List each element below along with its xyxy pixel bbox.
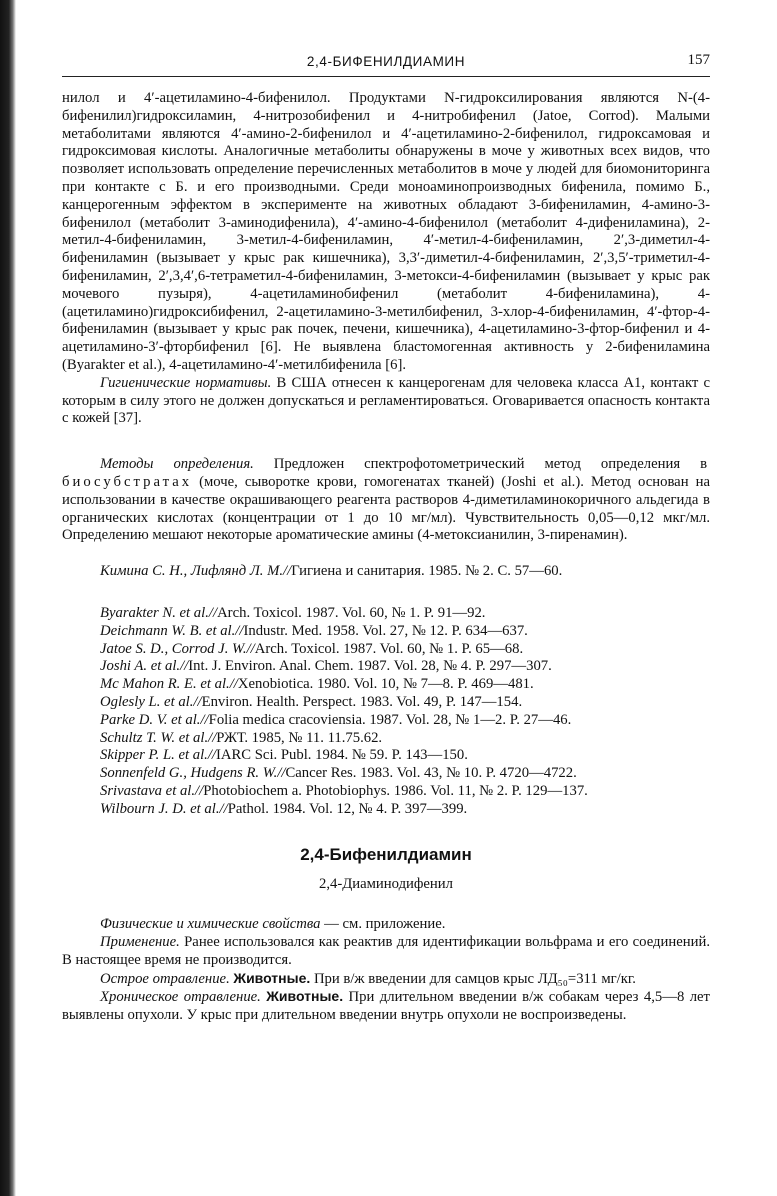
- paragraph-metabolites: нилол и 4′-ацетиламино-4-бифенилол. Продуктами N-гидроксилирования являются N-(4-бифенилил)гидроксиламин, 4-нитрозобифенил и 4-нитробифенил (Jatoe, Corrod). Малыми метаболитами являются 4′-амино-2-бифенилол и 4′-ацетиламино-2-бифенилол, гидроксамовая и гидроксимовая кислоты. Аналогичные метаболиты обнаружены в моче у животных всех видов, что позволяет использовать определение перечисленных метаболитов в моче у людей для биомониторинга при контакте с Б. и его производными. Среди моноаминопроизводных бифенила, помимо Б., канцерогенным эффектом в эксперименте на животных обладают 3-бифениламин, 4-амино-3-бифенилол (метаболит 3-аминодифенила), 4′-амино-4-бифенилол (метаболит 4-дифениламина), 2-метил-4-бифениламин, 3-метил-4-бифениламин, 4′-метил-4-бифениламин, 2′,3-диметил-4-бифениламин (вызывает у крыс рак кишечника), 3,3′-диметил-4-бифениламин, 2′,3,5′-триметил-4-бифениламин, 2′,3,4′,6-тетраметил-4-бифениламин, 3-метокси-4-бифениламин (вызывает у крыс рак мочевого пузыря), 4-ацетиламинобифенил (метаболит 4-бифениламина), 4-(ацетиламино)гидроксибифенил, 2-ацетиламино-3-метилбифенил, 3-хлор-4-бифениламин, 4′-фтор-4-бифениламин (вызывает у крыс рак почек, печени, кишечника), 4-ацетиламино-3-фтор-бифенил и 4-ацетиламино-3′-фторбифенил [6]. Не выявлена бластомогенная активность у 2-бифениламина (Byarakter et al.), 4-ацетиламино-4′-метилбифенила [6].: [62, 90, 710, 373]
- reference-item: [62, 783, 710, 801]
- reference-authors: Srivastava et al.//: [100, 782, 204, 799]
- hygiene-text: В США отнесен к канцерогенам для человека класса A1, контакт с которым в силу этого не должен допускаться и регламентироваться. Оговаривается опасность контакта с кожей [37].: [62, 374, 710, 427]
- reference-authors: Byarakter N. et al.//: [100, 604, 218, 621]
- page-header: [62, 52, 710, 77]
- reference-list: [62, 605, 710, 819]
- reference-source: IARC Sci. Publ. 1984. № 59. P. 143—150.: [216, 747, 468, 764]
- reference-source: Pathol. 1984. Vol. 12, № 4. P. 397—399.: [227, 800, 468, 817]
- paragraph-properties: [62, 916, 710, 934]
- methods-label: Методы определения.: [100, 456, 254, 473]
- reference-source: Environ. Health. Perspect. 1983. Vol. 49, P. 147—154.: [201, 693, 523, 710]
- properties-text: — см. приложение.: [320, 916, 446, 933]
- book-spine-shadow: [0, 0, 16, 1196]
- reference-russian: [62, 563, 710, 581]
- reference-item: [62, 712, 710, 730]
- running-head: 2,4-БИФЕНИЛДИАМИН: [306, 54, 466, 69]
- methods-text-2: (моче, сыворотке крови, гомогенатах тканей) (Joshi et al.). Метод основан на использовании в качестве окрашивающего реагента растворов 4-диметиламинокоричного альдегида в органических кислотах (концентрации от 1 до 10 мг/мл). Чувствительность 0,05—0,12 мкг/мл. Определению мешают некоторые ароматические амины (4-метоксианилин, 3-пиренамин).: [62, 473, 710, 544]
- methods-spaced-term: в биосубстратах: [62, 456, 710, 490]
- application-label: Применение.: [100, 934, 180, 951]
- reference-item: [62, 641, 710, 659]
- section-title: 2,4-Бифенилдиамин: [300, 845, 472, 865]
- paragraph-chronic-poisoning: [62, 988, 710, 1025]
- reference-item: [62, 623, 710, 641]
- reference-authors: Jatoe S. D., Corrod J. W.//: [100, 640, 255, 657]
- reference-source: Int. J. Environ. Anal. Chem. 1987. Vol. 28, № 4. P. 297—307.: [188, 658, 552, 675]
- paragraph-acute-poisoning: [62, 970, 710, 989]
- reference-item: [62, 801, 710, 819]
- reference-item: [62, 605, 710, 623]
- hygiene-label: Гигиенические нормативы.: [100, 374, 272, 391]
- reference-source: Cancer Res. 1983. Vol. 43, № 10. P. 4720—4722.: [285, 765, 577, 782]
- page-content: [62, 90, 710, 1025]
- section-subtitle: 2,4-Диаминодифенил: [318, 876, 453, 893]
- chronic-text: При длительном введении в/ж собакам через 4,5—8 лет выявлены опухоли. У крыс при длительном введении внутрь опухоли не воспроизведены.: [62, 989, 710, 1024]
- reference-authors: Deichmann W. B. et al.//: [100, 622, 244, 639]
- methods-text-1: Предложен спектрофотометрический метод определения: [253, 456, 701, 473]
- paragraph-application: [62, 934, 710, 970]
- acute-animals-label: Животные.: [233, 969, 311, 986]
- reference-item: [62, 676, 710, 694]
- reference-source: Xenobiotica. 1980. Vol. 10, № 7—8. P. 469—481.: [237, 676, 534, 693]
- reference-source: РЖТ. 1985, № 11. 11.75.62.: [216, 729, 383, 746]
- reference-item: [62, 730, 710, 748]
- reference-authors: Wilbourn J. D. et al.//: [100, 800, 228, 817]
- reference-item: [62, 765, 710, 783]
- reference-source: Arch. Toxicol. 1987. Vol. 60, № 1. P. 65—68.: [254, 640, 524, 657]
- reference-authors: Skipper P. L. et al.//: [100, 747, 216, 764]
- reference-source: Гигиена и санитария. 1985. № 2. С. 57—60.: [291, 563, 563, 580]
- chronic-animals-label: Животные.: [266, 988, 344, 1005]
- reference-authors: Joshi A. et al.//: [100, 658, 189, 675]
- reference-authors: Oglesly L. et al.//: [100, 693, 202, 710]
- acute-text: При в/ж введении для самцов крыс ЛД₅₀=311 мг/кг.: [310, 970, 636, 987]
- reference-authors: Кимина С. Н., Лифлянд Л. М.//: [100, 563, 292, 580]
- reference-item: [62, 694, 710, 712]
- reference-item: [62, 747, 710, 765]
- paragraph-methods: [62, 456, 710, 545]
- reference-authors: Sonnenfeld G., Hudgens R. W.//: [100, 765, 286, 782]
- reference-source: Photobiochem a. Photobiophys. 1986. Vol. 11, № 2. P. 129—137.: [203, 782, 588, 799]
- reference-source: Folia medica cracoviensia. 1987. Vol. 28, № 1—2. P. 27—46.: [208, 711, 572, 728]
- application-text: Ранее использовался как реактив для идентификации вольфрама и его соединений. В настоящее время не производится.: [62, 934, 710, 968]
- chronic-label: Хроническое отравление.: [100, 989, 261, 1006]
- reference-authors: Mc Mahon R. E. et al.//: [100, 676, 238, 693]
- acute-label: Острое отравление.: [100, 970, 230, 987]
- paragraph-hygiene: [62, 375, 710, 428]
- properties-label: Физические и химические свойства: [100, 916, 321, 933]
- page-number: 157: [687, 52, 710, 68]
- reference-item: [62, 658, 710, 676]
- reference-source: Industr. Med. 1958. Vol. 27, № 12. P. 634—637.: [243, 622, 528, 639]
- reference-authors: Parke D. V. et al.//: [100, 711, 209, 728]
- reference-authors: Schultz T. W. et al.//: [100, 729, 217, 746]
- reference-source: Arch. Toxicol. 1987. Vol. 60, № 1. P. 91—92.: [217, 604, 486, 621]
